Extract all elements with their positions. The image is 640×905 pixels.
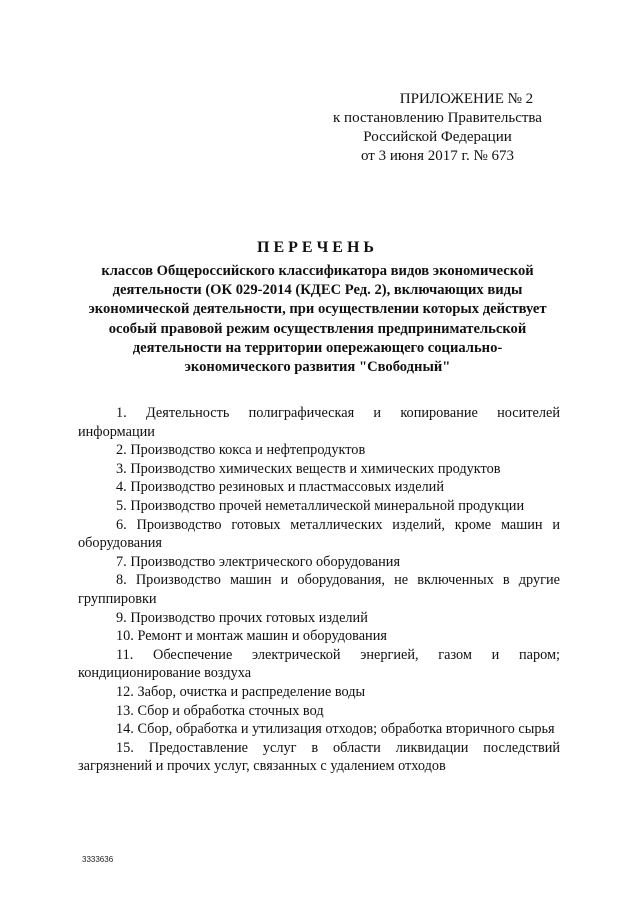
item-number: 12. — [116, 683, 134, 700]
subtitle-line: классов Общероссийского классификатора видов экономической — [101, 263, 534, 279]
item-text: Забор, очистка и распределение воды — [137, 683, 366, 700]
item-text: Производство прочих готовых изделий — [130, 609, 368, 626]
item-number: 7. — [116, 553, 127, 570]
appendix-block — [320, 90, 555, 166]
item-text: Производство резиновых и пластмассовых изделий — [130, 479, 444, 496]
item-number: 9. — [116, 609, 127, 626]
subtitle-line: деятельности на территории опережающего социально- — [132, 339, 503, 356]
item-number: 15. — [116, 739, 134, 756]
document-code: 3333636 — [82, 855, 114, 864]
item-number: 10. — [116, 628, 134, 645]
list-item — [78, 739, 560, 776]
list-item — [78, 404, 560, 441]
item-text: Производство кокса и нефтепродуктов — [130, 442, 366, 459]
item-text: Обеспечение электрической энергией, газом и паром; кондиционирование воздуха — [78, 646, 560, 682]
item-text: Сбор, обработка и утилизация отходов; обработка вторичного сырья — [137, 721, 555, 738]
document-heading — [70, 238, 565, 377]
item-text: Производство электрического оборудования — [130, 553, 401, 570]
list-item — [78, 646, 560, 683]
item-text: Деятельность полиграфическая и копирование носителей информации — [78, 405, 560, 440]
list-item — [78, 497, 560, 516]
item-text: Ремонт и монтаж машин и оборудования — [137, 628, 387, 645]
item-number: 6. — [116, 516, 127, 533]
appendix-line-federation: Российской Федерации — [363, 129, 512, 145]
list-item — [78, 441, 560, 460]
item-number: 3. — [116, 460, 127, 477]
list-item — [78, 702, 560, 721]
item-text: Предоставление услуг в области ликвидации последствий загрязнений и прочих услуг, связанных с удалением отходов — [78, 739, 561, 775]
item-number: 11. — [116, 646, 134, 663]
appendix-line-resolution: к постановлению Правительства — [333, 110, 542, 126]
item-number: 13. — [116, 702, 134, 719]
document-title: ПЕРЕЧЕНЬ — [257, 239, 378, 256]
appendix-line-date-number: от 3 июня 2017 г. № 673 — [360, 148, 515, 164]
item-number: 4. — [116, 479, 127, 496]
subtitle-line: деятельности (ОК 029-2014 (КДЕС Ред. 2), включающих виды — [112, 282, 523, 299]
list-item — [78, 516, 560, 553]
list-item — [78, 683, 560, 702]
list-item — [78, 478, 560, 497]
subtitle-line: экономического развития "Свободный" — [184, 359, 451, 376]
list-item — [78, 627, 560, 646]
item-number: 14. — [116, 721, 134, 738]
item-number: 1. — [116, 405, 127, 421]
item-number: 5. — [116, 497, 127, 514]
item-number: 2. — [116, 442, 127, 459]
classes-list — [78, 404, 560, 776]
list-item — [78, 609, 560, 628]
subtitle-line: особый правовой режим осуществления предпринимательской — [108, 320, 527, 337]
item-text: Производство химических веществ и химических продуктов — [130, 460, 501, 477]
item-text: Производство готовых металлических изделий, кроме машин и оборудования — [78, 516, 560, 552]
list-item — [78, 571, 560, 608]
list-item — [78, 720, 560, 739]
list-item — [78, 553, 560, 572]
appendix-title: ПРИЛОЖЕНИЕ № 2 — [399, 91, 534, 107]
item-text: Сбор и обработка сточных вод — [137, 702, 324, 719]
list-item — [78, 460, 560, 479]
item-number: 8. — [116, 572, 127, 589]
subtitle-line: экономической деятельности, при осуществлении которых действует — [88, 301, 547, 318]
document-subtitle — [70, 262, 565, 377]
item-text: Производство прочей неметаллической минеральной продукции — [130, 497, 525, 514]
item-text: Производство машин и оборудования, не включенных в другие группировки — [78, 572, 560, 607]
